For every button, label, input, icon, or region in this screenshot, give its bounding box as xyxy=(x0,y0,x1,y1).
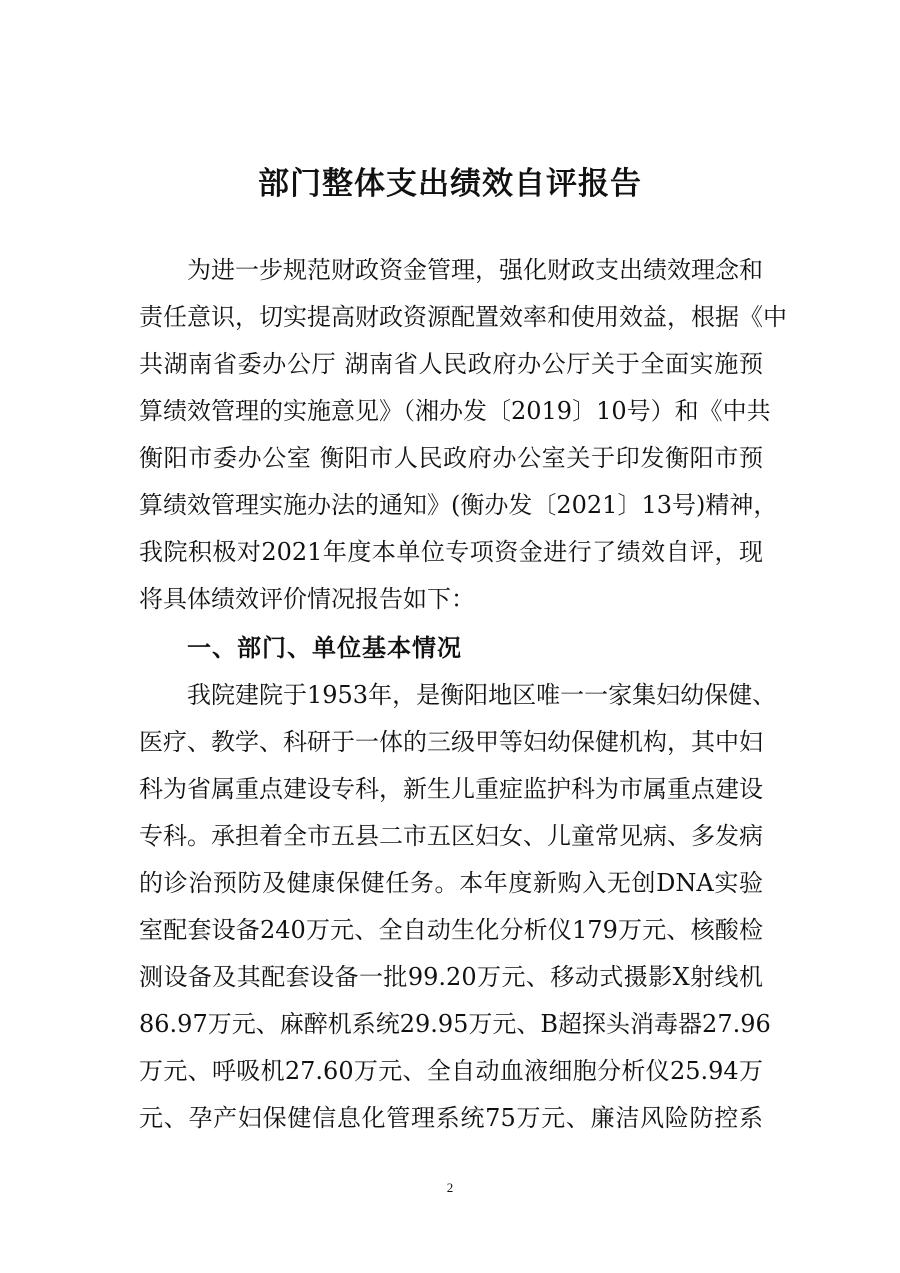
body-line-5: 的诊治预防及健康保健任务。本年度新购入无创DNA实验 xyxy=(139,869,763,897)
body-line-2: 医疗、教学、科研于一体的三级甲等妇幼保健机构，其中妇 xyxy=(139,728,763,756)
intro-line-1: 为进一步规范财政资金管理，强化财政支出绩效理念和 xyxy=(187,256,763,284)
intro-line-3: 共湖南省委办公厅 湖南省人民政府办公厅关于全面实施预 xyxy=(139,350,763,378)
body-line-9: 万元、呼吸机27.60万元、全自动血液细胞分析仪25.94万 xyxy=(139,1057,763,1085)
body-line-7: 测设备及其配套设备一批99.20万元、移动式摄影X射线机 xyxy=(139,963,763,991)
intro-line-2: 责任意识，切实提高财政资源配置效率和使用效益，根据《中 xyxy=(139,303,787,331)
body-line-8: 86.97万元、麻醉机系统29.95万元、B超探头消毒器27.96 xyxy=(139,1010,771,1038)
intro-line-8: 将具体绩效评价情况报告如下： xyxy=(139,585,475,613)
intro-line-5: 衡阳市委办公室 衡阳市人民政府办公室关于印发衡阳市预 xyxy=(139,444,763,472)
body-line-4: 专科。承担着全市五县二市五区妇女、儿童常见病、多发病 xyxy=(139,822,763,850)
body-line-6: 室配套设备240万元、全自动生化分析仪179万元、核酸检 xyxy=(139,916,763,944)
intro-line-7: 我院积极对2021年度本单位专项资金进行了绩效自评，现 xyxy=(139,538,763,566)
body-line-3: 科为省属重点建设专科，新生儿重症监护科为市属重点建设 xyxy=(139,775,763,803)
document-title: 部门整体支出绩效自评报告 xyxy=(258,166,642,202)
page-number: 2 xyxy=(446,1180,454,1195)
intro-line-4: 算绩效管理的实施意见》（湘办发〔2019〕10号）和《中共 xyxy=(139,397,771,425)
body-line-10: 元、孕产妇保健信息化管理系统75万元、廉洁风险防控系 xyxy=(139,1104,763,1132)
body-line-1: 我院建院于1953年，是衡阳地区唯一一家集妇幼保健、 xyxy=(187,681,777,709)
intro-line-6: 算绩效管理实施办法的通知》(衡办发〔2021〕13号)精神， xyxy=(139,491,778,519)
section-heading: 一、部门、单位基本情况 xyxy=(187,634,462,662)
